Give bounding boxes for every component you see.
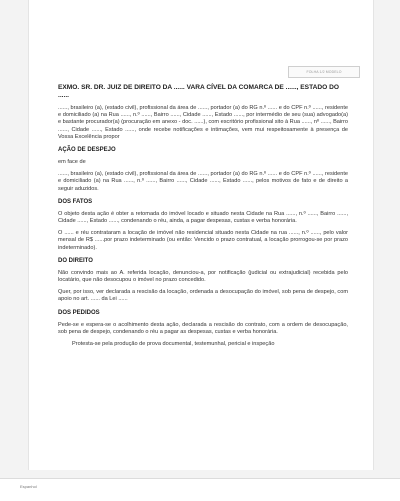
plaintiff-paragraph: ......, brasileiro (a), (estado civil), profissional da área de ......, portador (a) do RG n.º ...... e do CPF n.º ......, residente e domiciliado (a) na Rua ......, n.º ......, Bairro ......, Cidade ......, Estado ......, por intermédio de seu (sua) advogado(a) e bastante procurador(a) (procuração em anexo - doc. ......), com escritório profissional sito à Rua ......, nº ......, Bairro ......, Cidade ......, Estado ......, onde recebe notificações e intimações, vem mui respeitosamente à presença de Vossa Excelência propor [58, 105, 348, 140]
section-heading-facts: DOS FATOS [58, 198, 93, 205]
document-title: EXMO. SR. DR. JUIZ DE DIREITO DA ...... VARA CÍVEL DA COMARCA DE ......, ESTADO DO ...... [58, 84, 339, 99]
law-paragraph-1: Não convindo mais ao A. referida locação, denunciou-a, por notificação (judicial ou extrajudicial) recebida pelo locatário, que não desocupou o imóvel no prazo concedido. [58, 269, 348, 284]
against-text: em face de [58, 159, 86, 166]
requests-paragraph-1: Pede-se e espera-se o acolhimento desta ação, declarada a rescisão do contrato, com a ordem de desocupação, sob pena de despejo, condenando o réu a pagar as despesas, custas e verba honorária. [58, 321, 348, 335]
header-stamp: FOLHA 1/2 MODELO [288, 66, 360, 78]
status-bar [0, 478, 400, 501]
section-heading-law: DO DIREITO [58, 257, 93, 264]
document-content [58, 84, 348, 353]
facts-paragraph-1: O objeto desta ação é obter a retomada do imóvel locado e situado nesta Cidade na Rua ......, n.º ......, Bairro ......, Cidade ......, Estado ......, condenando o réu, ainda, a pagar despesas, custas e verba honorária. [58, 210, 348, 225]
law-paragraph-2: Quer, por isso, ver declarada a rescisão da locação, ordenada a desocupação do imóvel, sob pena de despejo, com apoio no art. ...... da Lei ...... [58, 289, 348, 303]
requests-paragraph-2: Protesta-se pela produção de prova documental, testemunhal, pericial e inspeção [72, 341, 275, 348]
facts-paragraph-2: O ...... e réu contrataram a locação de imóvel não residencial situado nesta Cidade na rua ......, n.º ......, pelo valor mensal de R$ ......por prazo indeterminado (ou então: Vencido o prazo contratual, a locação prorrogou-se por prazo indeterminado). [58, 230, 348, 251]
defendant-paragraph: ......, brasileiro (a), (estado civil), profissional da área de ......, portador (a) do RG n.º ...... e do CPF n.º ......, residente e domiciliado (a) na Rua ......, n.º ......, Bairro ......, Cidade ......, Estado ......, pelos motivos de fato e de direito a seguir aduzidos. [58, 171, 348, 192]
language-indicator[interactable]: Espanhol [20, 484, 37, 489]
action-heading: AÇÃO DE DESPEJO [58, 147, 116, 154]
section-heading-requests: DOS PEDIDOS [58, 309, 100, 316]
